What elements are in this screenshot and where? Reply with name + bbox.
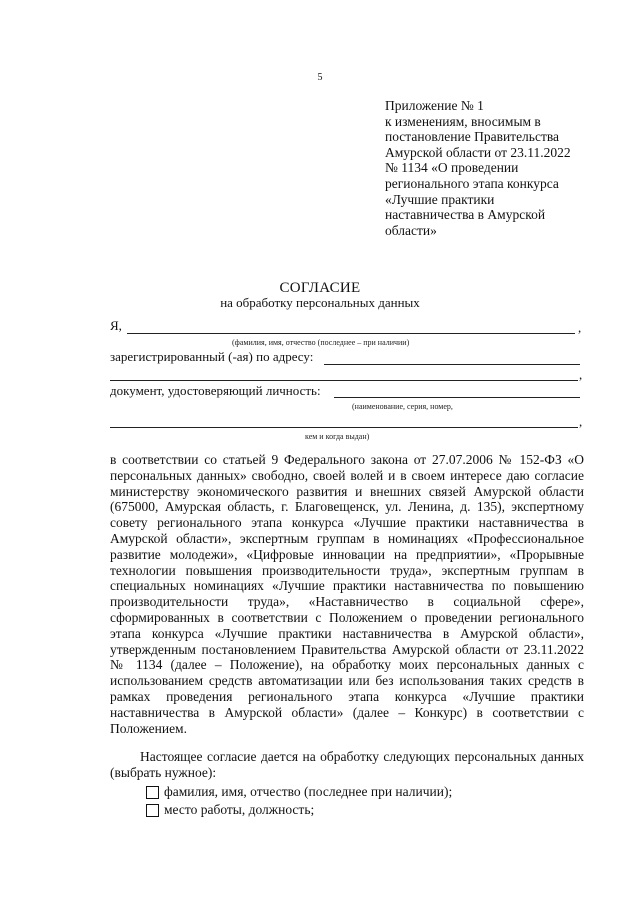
address-label: зарегистрированный (-ая) по адресу: [110,349,314,364]
appendix-line: Приложение № 1 [385,98,484,113]
name-comma: , [578,320,582,335]
document-field-line-2[interactable] [110,427,578,428]
appendix-line: Амурской области от 23.11.2022 [385,144,571,160]
appendix-line: № 1134 «О проведении [385,160,519,176]
name-field-line[interactable] [127,333,575,334]
document-comma: , [579,414,583,429]
document-field-line[interactable] [334,397,580,398]
appendix-line: к изменениям, вносимым в [385,113,541,129]
checkbox-item[interactable] [146,784,452,800]
appendix-line: наставничества в Амурской [385,207,546,223]
issued-caption: кем и когда выдан) [305,432,370,441]
appendix-line: постановление Правительства [385,129,560,145]
checkbox-label: фамилия, имя, отчество (последнее при наличии); [164,784,453,799]
consent-body [110,452,584,736]
checkbox-item[interactable] [146,802,314,818]
document-label: документ, удостоверяющий личность: [110,383,321,398]
document-caption: (наименование, серия, номер, [352,402,453,411]
document-subtitle: на обработку персональных данных [220,295,420,310]
checkbox-label: место работы, должность; [164,802,315,817]
appendix-line: регионального этапа конкурса [385,175,559,191]
address-field-line[interactable] [324,364,580,365]
appendix-line: области» [385,222,437,238]
checkbox-icon[interactable] [146,804,159,817]
document-title: СОГЛАСИЕ [279,280,361,296]
appendix-header [385,98,605,238]
name-caption: (фамилия, имя, отчество (последнее – при наличии) [232,338,410,347]
address-field-line-2[interactable] [110,380,578,381]
checkbox-icon[interactable] [146,786,159,799]
consent-scope-text: Настоящее согласие дается на обработку следующих персональных данных (выбрать нужное): [110,749,584,780]
consent-body-text: в соответствии со статьей 9 Федерального закона от 27.07.2006 № 152-ФЗ «О персональных данных» свободно, своей волей и в своем интересе даю согласие министерству экономического развития и внешних связей Амурской области (675000, Амурская область, г. Благовещенск, ул. Ленина, д. 135), экспертному совету регионального этапа конкурса «Лучшие практики наставничества в Амурской области», экспертным группам в номинациях «Профессиональное развитие молодежи», «Цифровые инновации на предприятии», «Прорывные технологии повышения производительности труда», экспертным группам в специальных номинациях «Лучшие практики наставничества по повышению производительности труда», «Наставничество в социальной сфере», сформированных в соответствии с Положением о проведении регионального этапа конкурса «Лучшие практики наставничества в Амурской области», утвержденным постановлением Правительства Амурской области от 23.11.2022 № 1134 (далее – Положение), на обработку моих персональных данных с использованием средств автоматизации или без использования таких средств в рамках проведения регионального этапа конкурса «Лучшие практики наставничества в Амурской области» (далее – Конкурс) в соответствии с Положением. [110,452,584,736]
address-comma: , [579,367,583,382]
appendix-line: «Лучшие практики [385,191,495,207]
i-label: Я, [110,318,122,333]
page-number: 5 [317,72,323,83]
